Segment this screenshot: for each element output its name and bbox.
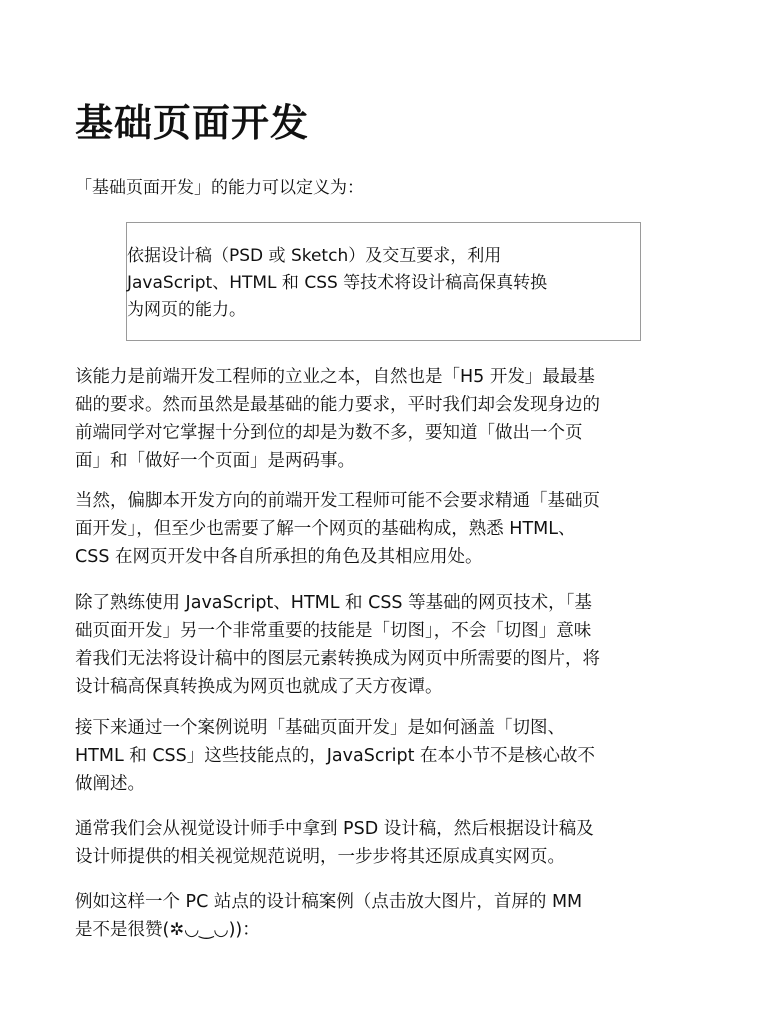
definition-quote-box — [126, 222, 641, 341]
paragraph-line: 前端同学对它掌握十分到位的却是为数不多，要知道「做出一个页 — [75, 423, 583, 443]
paragraph-line: CSS 在网页开发中各自所承担的角色及其相应用处。 — [75, 547, 483, 567]
quote-line: 为网页的能力。 — [127, 300, 246, 320]
paragraph-line: HTML 和 CSS」这些技能点的，JavaScript 在本小节不是核心故不 — [75, 746, 596, 766]
paragraph-foundation — [75, 363, 700, 475]
quote-line: 依据设计稿（PSD 或 Sketch）及交互要求，利用 — [127, 246, 502, 266]
paragraph-line: 例如这样一个 PC 站点的设计稿案例（点击放大图片，首屏的 MM — [75, 892, 583, 912]
paragraph-psd-workflow — [75, 815, 700, 871]
intro-line: 「基础页面开发」的能力可以定义为： — [75, 178, 364, 198]
paragraph-script-developers — [75, 487, 700, 571]
article-title: 基础页面开发 — [75, 101, 310, 145]
paragraph-line: 该能力是前端开发工程师的立业之本，自然也是「H5 开发」最最基 — [75, 367, 595, 387]
paragraph-line: 设计师提供的相关视觉规范说明，一步步将其还原成真实网页。 — [75, 847, 565, 867]
paragraph-line: 着我们无法将设计稿中的图层元素转换成为网页中所需要的图片，将 — [75, 649, 600, 669]
paragraph-line: 接下来通过一个案例说明「基础页面开发」是如何涵盖「切图、 — [75, 718, 565, 738]
quote-line: JavaScript、HTML 和 CSS 等技术将设计稿高保真转换 — [127, 273, 548, 293]
paragraph-slicing — [75, 589, 700, 701]
paragraph-line: 设计稿高保真转换成为网页也就成了天方夜谭。 — [75, 677, 443, 697]
paragraph-line: 通常我们会从视觉设计师手中拿到 PSD 设计稿，然后根据设计稿及 — [75, 819, 594, 839]
paragraph-line: 是不是很赞(✲◡‿◡))： — [75, 920, 260, 940]
paragraph-line: 当然，偏脚本开发方向的前端开发工程师可能不会要求精通「基础页 — [75, 491, 600, 511]
paragraph-line: 做阐述。 — [75, 774, 145, 794]
paragraph-line: 面开发」，但至少也需要了解一个网页的基础构成，熟悉 HTML、 — [75, 519, 576, 539]
paragraph-line: 除了熟练使用 JavaScript、HTML 和 CSS 等基础的网页技术，「基 — [75, 593, 592, 613]
paragraph-line: 础页面开发」另一个非常重要的技能是「切图」，不会「切图」意味 — [75, 621, 592, 641]
paragraph-line: 础的要求。然而虽然是最基础的能力要求，平时我们却会发现身边的 — [75, 395, 600, 415]
paragraph-case-intro — [75, 714, 700, 798]
paragraph-pc-example — [75, 888, 700, 944]
paragraph-line: 面」和「做好一个页面」是两码事。 — [75, 451, 355, 471]
